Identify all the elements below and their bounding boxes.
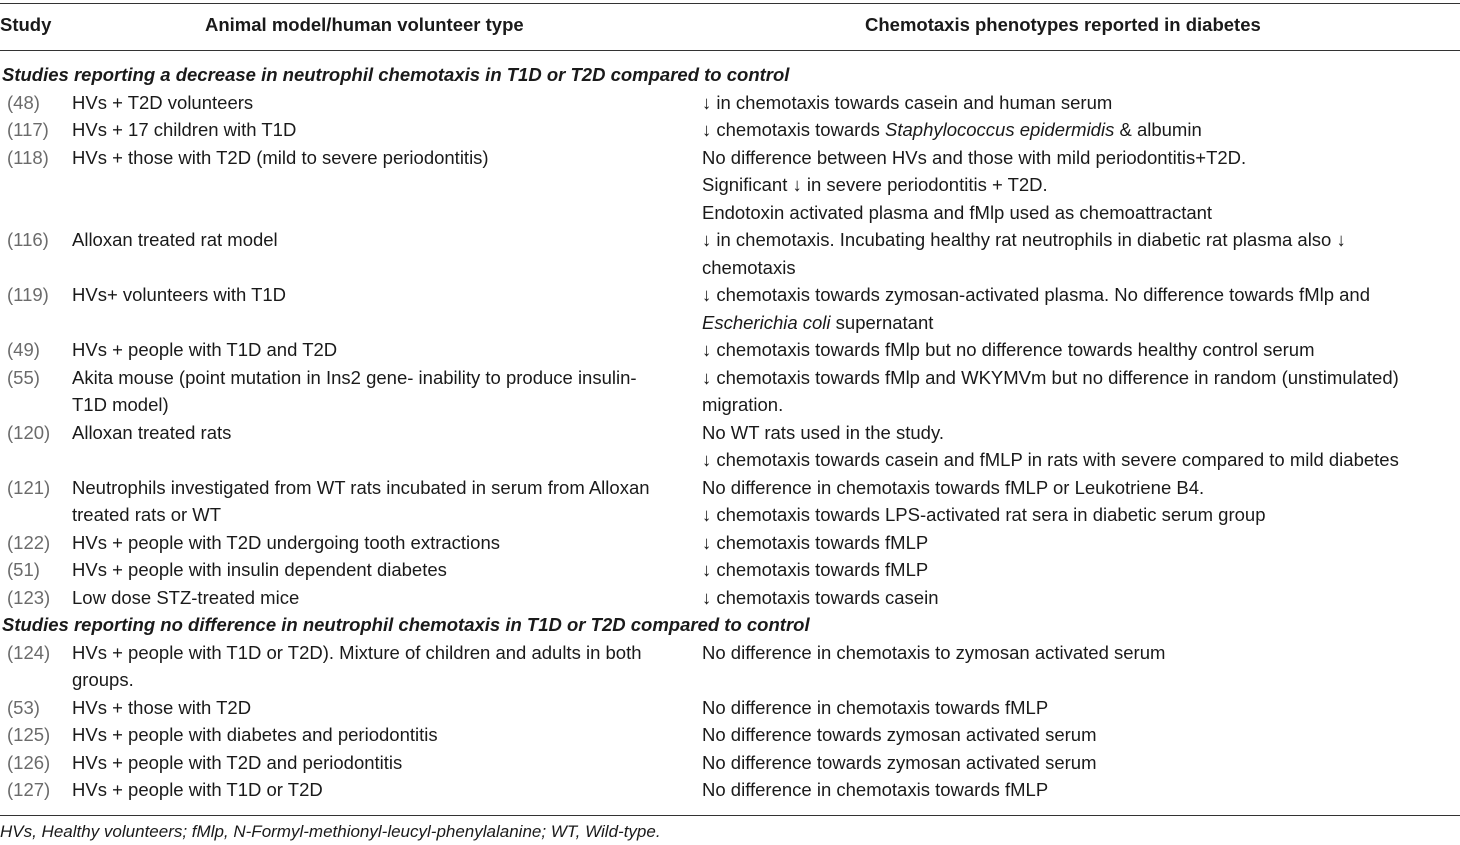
model-text: treated rats or WT bbox=[72, 504, 222, 525]
table-row bbox=[0, 364, 1460, 419]
study-ref: (53) bbox=[7, 696, 40, 718]
phenotype-text: ↓ chemotaxis towards casein bbox=[702, 586, 939, 608]
species-name: Staphylococcus epidermidis bbox=[885, 119, 1115, 140]
phenotype-text: ↓ chemotaxis towards zymosan-activated plasma. No difference towards fMlp and bbox=[702, 284, 1371, 305]
study-ref: (51) bbox=[7, 559, 40, 580]
table-footnote: HVs, Healthy volunteers; fMlp, N-Formyl-methionyl-leucyl-phenylalanine; WT, Wild-type. bbox=[0, 822, 661, 841]
table-body bbox=[0, 61, 1460, 804]
table-row bbox=[0, 529, 1460, 557]
model-text: Neutrophils investigated from WT rats incubated in serum from Alloxan bbox=[72, 476, 650, 498]
study-ref: (126) bbox=[7, 751, 51, 773]
phenotype-text: No difference towards zymosan activated serum bbox=[702, 724, 1097, 745]
table-header bbox=[0, 14, 1460, 40]
phenotype-text: No WT rats used in the study. bbox=[702, 421, 944, 443]
section-title: Studies reporting no difference in neutrophil chemotaxis in T1D or T2D compared to control bbox=[2, 614, 810, 635]
study-ref: (48) bbox=[7, 91, 40, 113]
table-row bbox=[0, 584, 1460, 612]
phenotype-text: Endotoxin activated plasma and fMlp used as chemoattractant bbox=[702, 201, 1213, 223]
phenotype-text: ↓ chemotaxis towards fMlp and WKYMVm but no difference in random (unstimulated) bbox=[702, 366, 1399, 388]
model-text: T1D model) bbox=[72, 394, 169, 415]
phenotype-text: ↓ chemotaxis towards LPS-activated rat sera in diabetic serum group bbox=[702, 504, 1266, 525]
phenotype-text: No difference in chemotaxis to zymosan activated serum bbox=[702, 641, 1166, 663]
model-text: HVs + 17 children with T1D bbox=[72, 119, 297, 140]
phenotype-text: migration. bbox=[702, 394, 784, 415]
phenotype-text: ↓ chemotaxis towards fMLP bbox=[702, 559, 929, 580]
phenotype-text: ↓ in chemotaxis. Incubating healthy rat neutrophils in diabetic rat plasma also ↓ bbox=[702, 229, 1346, 250]
phenotype-text: ↓ chemotaxis towards fMlp but no difference towards healthy control serum bbox=[702, 339, 1315, 360]
table-row bbox=[0, 639, 1460, 694]
table-row bbox=[0, 116, 1460, 144]
model-text: Alloxan treated rats bbox=[72, 421, 232, 443]
phenotype-text: No difference between HVs and those with mild periodontitis+T2D. bbox=[702, 146, 1247, 168]
table-row bbox=[0, 336, 1460, 364]
model-text: HVs + people with T1D and T2D bbox=[72, 339, 338, 360]
phenotype-text: ↓ chemotaxis towards fMLP bbox=[702, 531, 929, 553]
study-ref: (125) bbox=[7, 724, 51, 745]
phenotype-text: chemotaxis bbox=[702, 256, 796, 278]
header-study: Study bbox=[0, 14, 52, 35]
model-text: HVs + those with T2D (mild to severe periodontitis) bbox=[72, 146, 489, 168]
species-name: Escherichia coli bbox=[702, 311, 831, 333]
model-text: HVs + people with diabetes and periodontitis bbox=[72, 724, 438, 745]
phenotype-text: No difference in chemotaxis towards fMLP or Leukotriene B4. bbox=[702, 476, 1205, 498]
phenotype-text: Significant ↓ in severe periodontitis + T2D. bbox=[702, 174, 1048, 195]
study-ref: (121) bbox=[7, 476, 51, 498]
study-ref: (124) bbox=[7, 641, 51, 663]
phenotype-text: ↓ in chemotaxis towards casein and human serum bbox=[702, 91, 1113, 113]
model-text: HVs + people with T1D or T2D bbox=[72, 779, 323, 800]
phenotype-text: Escherichia coli supernatant bbox=[702, 311, 934, 333]
study-ref: (55) bbox=[7, 366, 40, 388]
table-row bbox=[0, 419, 1460, 474]
model-text: HVs + people with T1D or T2D). Mixture of children and adults in both bbox=[72, 641, 642, 663]
model-text: HVs + people with T2D undergoing tooth extractions bbox=[72, 531, 500, 553]
study-ref: (118) bbox=[7, 146, 49, 168]
model-text: HVs+ volunteers with T1D bbox=[72, 284, 287, 305]
model-text: groups. bbox=[72, 669, 134, 690]
table-row bbox=[0, 281, 1460, 336]
model-text: HVs + people with insulin dependent diabetes bbox=[72, 559, 447, 580]
phenotype-text: No difference towards zymosan activated serum bbox=[702, 751, 1097, 773]
phenotype-text: No difference in chemotaxis towards fMLP bbox=[702, 779, 1049, 800]
study-ref: (127) bbox=[7, 779, 51, 800]
study-ref: (123) bbox=[7, 586, 51, 608]
table-row bbox=[0, 144, 1460, 227]
phenotype-text: ↓ chemotaxis towards casein and fMLP in rats with severe compared to mild diabetes bbox=[702, 449, 1399, 470]
table-row bbox=[0, 749, 1460, 777]
table-row bbox=[0, 226, 1460, 281]
model-text: Low dose STZ-treated mice bbox=[72, 586, 300, 608]
model-text: Alloxan treated rat model bbox=[72, 229, 278, 250]
model-text: HVs + people with T2D and periodontitis bbox=[72, 751, 403, 773]
table-row bbox=[0, 89, 1460, 117]
header-model: Animal model/human volunteer type bbox=[205, 14, 524, 35]
table-row bbox=[0, 556, 1460, 584]
bottom-rule bbox=[0, 815, 1460, 816]
header-phenotype: Chemotaxis phenotypes reported in diabetes bbox=[865, 14, 1261, 35]
phenotype-text: No difference in chemotaxis towards fMLP bbox=[702, 696, 1049, 718]
table-row bbox=[0, 474, 1460, 529]
table-row bbox=[0, 776, 1460, 804]
study-ref: (49) bbox=[7, 339, 40, 360]
model-text: Akita mouse (point mutation in Ins2 gene- inability to produce insulin- bbox=[72, 366, 637, 388]
study-ref: (117) bbox=[7, 119, 49, 140]
header-rule bbox=[0, 50, 1460, 51]
top-rule bbox=[0, 3, 1460, 4]
study-ref: (116) bbox=[7, 229, 49, 250]
study-ref: (120) bbox=[7, 421, 51, 443]
study-ref: (122) bbox=[7, 531, 51, 553]
model-text: HVs + T2D volunteers bbox=[72, 91, 254, 113]
table-row bbox=[0, 721, 1460, 749]
table-row bbox=[0, 694, 1460, 722]
section-title: Studies reporting a decrease in neutrophil chemotaxis in T1D or T2D compared to control bbox=[2, 64, 790, 85]
model-text: HVs + those with T2D bbox=[72, 696, 252, 718]
study-ref: (119) bbox=[7, 284, 49, 305]
phenotype-text: ↓ chemotaxis towards Staphylococcus epidermidis & albumin bbox=[702, 119, 1202, 140]
